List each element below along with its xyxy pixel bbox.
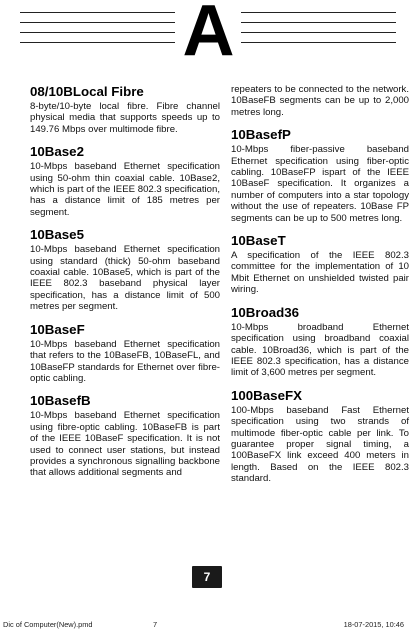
section-letter-box: [175, 0, 241, 71]
footer-filename: Dic of Computer(New).pmd: [3, 620, 93, 629]
left-column: [30, 84, 220, 488]
dictionary-entry: [231, 233, 409, 296]
entry-term: 10Base2: [30, 144, 84, 160]
print-footer: [0, 620, 414, 634]
dictionary-entry: [30, 144, 220, 218]
entry-definition: 100-Mbps baseband Fast Ethernet specification using two strands of multimode fiber-optic cable per link. To guarantee proper signal timing, a 100BaseFX link exceed 400 meters in length. Based on the IEEE 802.3 standard.: [231, 404, 409, 485]
entry-definition: 10-Mbps fiber-passive baseband Ethernet specification using fiber-optic cabling. 10BaseFP ispart of the IEEE 10BaseF specification. It organizes a number of computers into a star topology without the use of repeaters. 10Base FP segments can be up to 500 metres long.: [231, 144, 409, 224]
entry-definition: 10-Mbps baseband Ethernet specification using 50-ohm thin coaxial cable. 10Base2, which is part of the IEEE 802.3 specification, has a distance limit of 185 metres per segment.: [30, 161, 220, 218]
entry-term: 100BaseFX: [231, 387, 302, 403]
entry-definition-continued: repeaters to be connected to the network. 10BaseFB segments can be up to 2,000 metres long.: [231, 84, 409, 118]
dictionary-entry: [231, 305, 409, 379]
dictionary-entry: [231, 127, 409, 224]
entry-definition: A specification of the IEEE 802.3 committee for the implementation of 10 Mbit Ethernet on unshielded twisted pair wiring.: [231, 250, 409, 296]
entry-term: 10BasefP: [231, 127, 291, 143]
entry-definition: 10-Mbps broadband Ethernet specification using broadband coaxial cable. 10Broad36, which is part of the IEEE 802.3 specification, has a distance limit of 3,600 metres per segment.: [231, 321, 409, 379]
entry-term: 10Base5: [30, 227, 84, 243]
entry-definition: 8-byte/10-byte local fibre. Fibre channel physical media that supports speeds up to 149.76 Mbps over multimode fibre.: [30, 101, 220, 135]
dictionary-entry: [30, 84, 220, 135]
entry-term: 10BasefB: [30, 393, 91, 409]
right-column: [231, 84, 409, 494]
dictionary-entry: [231, 388, 409, 485]
section-letter: A: [182, 0, 234, 71]
entry-definition: 10-Mbps baseband Ethernet specification using fibre-optic cabling. 10BaseFB is part of the IEEE 10BaseF specification. It is not used to connect user stations, but instead provides a synchronous signalling backbone that allows additional segments and: [30, 410, 220, 479]
footer-timestamp: 18-07-2015, 10:46: [343, 620, 404, 629]
section-header: [20, 0, 396, 71]
entry-definition: 10-Mbps baseband Ethernet specification that refers to the 10BaseFB, 10BaseFL, and 10BaseFP standards for Ethernet over fibre-optic cabling.: [30, 338, 220, 384]
entry-term: 10Broad36: [231, 304, 299, 320]
entry-definition: 10-Mbps baseband Ethernet specification using standard (thick) 50-ohm baseband coaxial cable. 10Base5, which is part of the IEEE 802.3 baseband physical layer specification, has a distance limit of 500 metres per segment.: [30, 244, 220, 313]
footer-page: 7: [153, 620, 158, 629]
entry-term: 08/10BLocal Fibre: [30, 84, 144, 99]
entry-term: 10BaseF: [30, 321, 85, 337]
dictionary-entry: [30, 322, 220, 385]
entry-term: 10BaseT: [231, 233, 286, 249]
dictionary-entry: [30, 227, 220, 312]
page-number-badge: [192, 566, 222, 588]
dictionary-entry: [30, 393, 220, 478]
page-number: 7: [203, 570, 211, 584]
